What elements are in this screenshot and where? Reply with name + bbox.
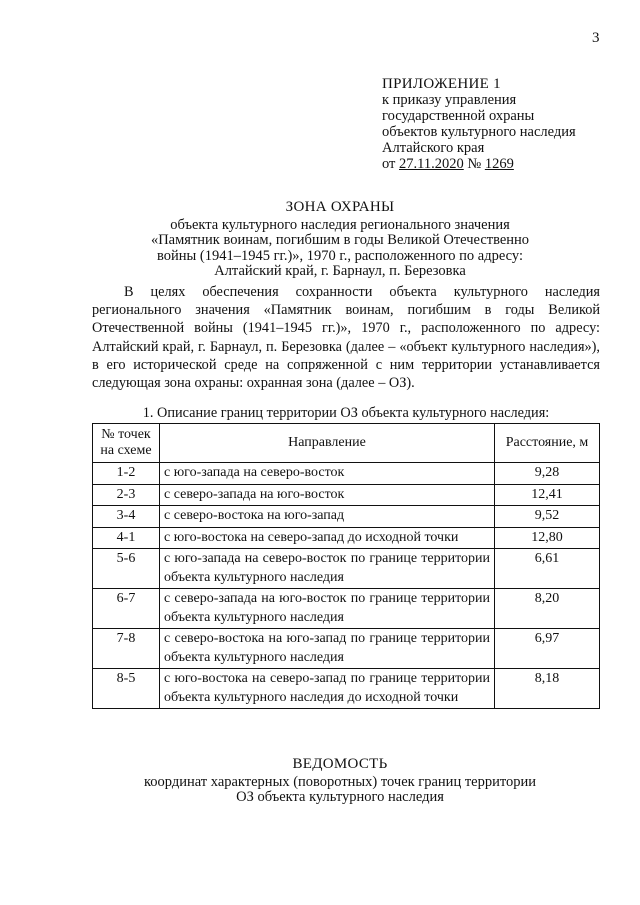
boundaries-table — [92, 423, 600, 709]
table-row — [93, 669, 600, 709]
direction-cell: с юго-востока на северо-запад до исходной точки — [160, 527, 495, 549]
direction-cell: с юго-запада на северо-восток по границе территории объекта культурного наследия — [160, 549, 495, 589]
table-caption: 1. Описание границ территории ОЗ объекта культурного наследия: — [142, 405, 550, 421]
table-row — [93, 484, 600, 506]
order-number: 1269 — [484, 156, 514, 172]
point-numbers-cell: 6-7 — [93, 589, 160, 629]
point-numbers-cell: 3-4 — [93, 506, 160, 528]
table-header-row — [93, 424, 600, 463]
table-row — [93, 463, 600, 485]
point-numbers-cell: 2-3 — [93, 484, 160, 506]
zone-subtitle-line: «Памятник воинам, погибшим в годы Великой Отечественно — [150, 232, 530, 248]
direction-cell: с северо-запада на юго-восток по границе территории объекта культурного наследия — [160, 589, 495, 629]
distance-cell: 9,52 — [495, 506, 600, 528]
point-numbers-cell: 5-6 — [93, 549, 160, 589]
zone-heading — [60, 200, 620, 280]
point-numbers-cell: 8-5 — [93, 669, 160, 709]
distance-cell: 6,97 — [495, 629, 600, 669]
header-distance: Расстояние, м — [495, 424, 600, 463]
distance-cell: 9,28 — [495, 463, 600, 485]
distance-cell: 12,41 — [495, 484, 600, 506]
distance-cell: 12,80 — [495, 527, 600, 549]
statement-title: ВЕДОМОСТЬ — [292, 756, 388, 772]
table-row — [93, 589, 600, 629]
page-number: 3 — [592, 30, 600, 46]
appendix-line: государственной охраны — [382, 108, 535, 124]
direction-cell: с северо-востока на юго-запад по границе территории объекта культурного наследия — [160, 629, 495, 669]
appendix-date-line — [382, 156, 576, 172]
distance-cell: 8,20 — [495, 589, 600, 629]
appendix-header — [382, 76, 576, 172]
zone-subtitle-line: объекта культурного наследия регионального значения — [170, 216, 510, 233]
statement-heading — [60, 757, 620, 806]
date-prefix: от — [382, 156, 400, 172]
table-row — [93, 506, 600, 528]
table-row — [93, 549, 600, 589]
statement-subtitle-line: ОЗ объекта культурного наследия — [236, 789, 444, 805]
zone-subtitle-line: Алтайский край, г. Барнаул, п. Березовка — [214, 263, 466, 279]
direction-cell: с юго-запада на северо-восток — [160, 463, 495, 485]
header-direction: Направление — [160, 424, 495, 463]
appendix-line: к приказу управления — [382, 92, 517, 108]
table-row — [93, 629, 600, 669]
direction-cell: с юго-востока на северо-запад по границе территории объекта культурного наследия до исходной точки — [160, 669, 495, 709]
point-numbers-cell: 1-2 — [93, 463, 160, 485]
distance-cell: 8,18 — [495, 669, 600, 709]
zone-title: ЗОНА ОХРАНЫ — [285, 199, 395, 215]
appendix-line: объектов культурного наследия — [382, 124, 576, 140]
point-numbers-cell: 4-1 — [93, 527, 160, 549]
zone-subtitle-line: войны (1941–1945 гг.)», 1970 г., расположенного по адресу: — [157, 247, 523, 264]
header-point-numbers: № точек на схеме — [93, 424, 160, 463]
statement-subtitle-line: координат характерных (поворотных) точек границ территории — [143, 773, 537, 790]
number-prefix: № — [463, 156, 485, 172]
direction-cell: с северо-запада на юго-восток — [160, 484, 495, 506]
table-row — [93, 527, 600, 549]
order-date: 27.11.2020 — [399, 156, 464, 172]
point-numbers-cell: 7-8 — [93, 629, 160, 669]
distance-cell: 6,61 — [495, 549, 600, 589]
appendix-title: ПРИЛОЖЕНИЕ 1 — [382, 76, 501, 92]
intro-paragraph: В целях обеспечения сохранности объекта культурного наследия регионального значения «Памятник воинам, погибшим в годы Великой Отечественной войны (1941–1945 гг.)», 1970 г., расположенного по адресу: Алтайский край, г. Барнаул, п. Березовка (далее – «объект культурного наследия»), в его исторической среде на сопряженной с ним территории устанавливается следующая зона охраны: охранная зона (далее – ОЗ). — [92, 284, 600, 392]
direction-cell: с северо-востока на юго-запад — [160, 506, 495, 528]
appendix-line: Алтайского края — [382, 140, 485, 156]
